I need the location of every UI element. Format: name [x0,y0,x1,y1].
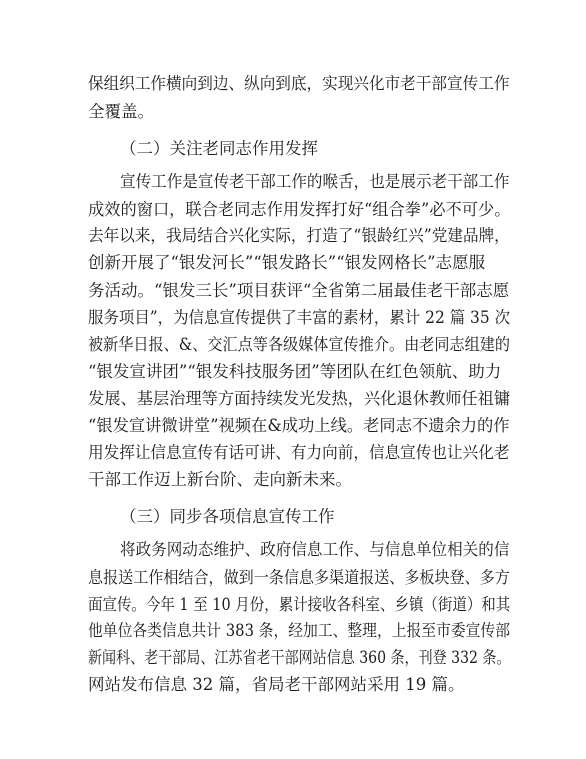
paragraph-line: 保组织工作横向到边、纵向到底，实现兴化市老干部宣传工作 [88,74,510,93]
paragraph-line: 面宣传。今年 1 至 10 月份，累计接收各科室、乡镇（街道）和其 [88,595,511,614]
paragraph-line: 服务项目”，为信息宣传提供了丰富的素材，累计 22 篇 35 次 [88,308,511,327]
paragraph-line: 新闻科、老干部局、江苏省老干部网站信息 360 条，刊登 332 条。 [88,648,511,667]
section-heading: （二）关注老同志作用发挥 [120,139,318,158]
paragraph-line: 务活动。“银发三长”项目获评“全省第二届最佳老干部志愿 [88,281,510,300]
paragraph-line: 宣传工作是宣传老干部工作的喉舌，也是展示老干部工作 [120,172,510,191]
section-heading: （三）同步各项信息宣传工作 [120,507,335,526]
paragraph-line: 他单位各类信息共计 383 条，经加工、整理，上报至市委宣传部 [88,621,511,640]
paragraph-line: 创新开展了“银发河长”“银发路长”“银发网格长”志愿服 [88,253,486,272]
paragraph-line: 全覆盖。 [88,102,154,121]
paragraph-line: 被新华日报、&、交汇点等各级媒体宣传推介。由老同志组建的 [88,335,510,354]
paragraph-line: 用发挥让信息宣传有话可讲、有力向前，信息宣传也让兴化老 [88,443,510,462]
paragraph-line: 发展、基层治理等方面持续发光发热，兴化退休教师任祖镛 [88,389,511,408]
paragraph-line: “银发宣讲团”“银发科技服务团”等团队在红色领航、助力 [88,362,502,381]
paragraph-line: 干部工作迈上新台阶、走向新未来。 [88,470,352,489]
paragraph-line: “银发宣讲微讲堂”视频在&成功上线。老同志不遗余力的作 [88,416,510,435]
paragraph-line: 网站发布信息 32 篇，省局老干部网站采用 19 篇。 [88,675,465,694]
paragraph-line: 去年以来，我局结合兴化实际，打造了“银龄红兴”党建品牌， [88,226,510,245]
paragraph-line: 成效的窗口，联合老同志作用发挥打好“组合拳”必不可少。 [88,200,511,219]
paragraph-line: 将政务网动态维护、政府信息工作、与信息单位相关的信 [120,540,510,559]
paragraph-line: 息报送工作相结合，做到一条信息多渠道报送、多板块登、多方 [88,568,510,587]
